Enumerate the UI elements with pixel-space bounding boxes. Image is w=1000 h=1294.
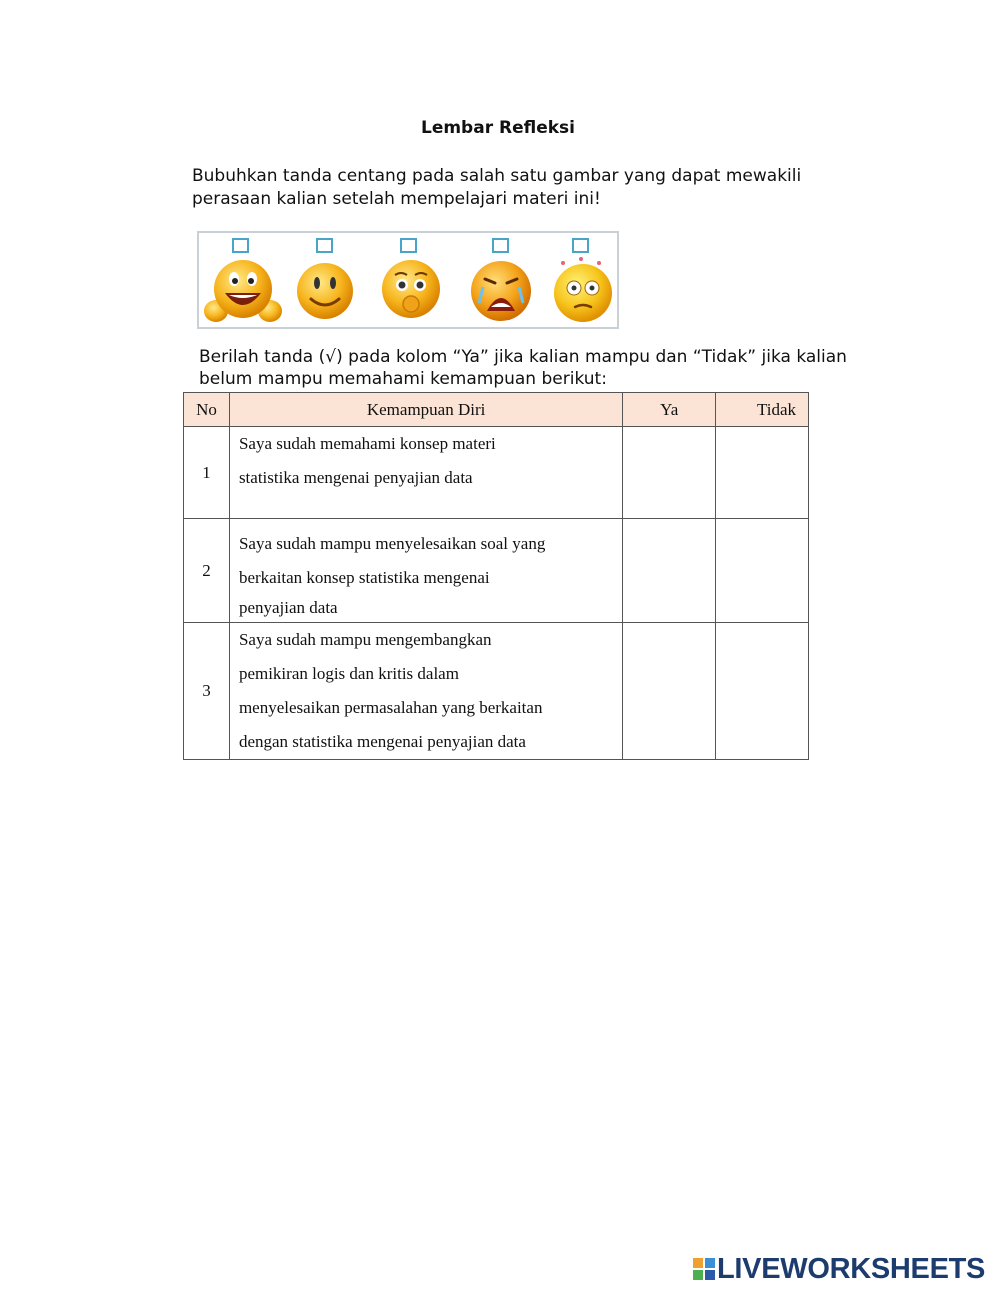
emoji-option-5 (539, 233, 623, 329)
page-title: Lembar Refleksi (420, 118, 576, 138)
tidak-cell[interactable] (716, 519, 809, 623)
row-number: 1 (184, 427, 230, 519)
header-tidak: Tidak (716, 393, 809, 427)
tidak-cell[interactable] (716, 427, 809, 519)
ya-cell[interactable] (623, 427, 716, 519)
smiling-face-icon (285, 255, 369, 327)
ya-cell[interactable] (623, 623, 716, 760)
logo-text: LIVEWORKSHEETS (717, 1252, 986, 1285)
statement-line: pemikiran logis dan kritis dalam (238, 664, 459, 683)
table-row (184, 427, 809, 519)
liveworksheets-logo-icon (693, 1258, 715, 1280)
dizzy-confused-face-icon (541, 255, 625, 327)
emoji-option-1 (199, 233, 283, 329)
instruction-table: Berilah tanda (√) pada kolom “Ya” jika kalian mampu dan “Tidak” jika kalian belum mampu memahami kemampuan berikut: (199, 347, 847, 389)
emoji-checkbox-3[interactable] (400, 238, 417, 253)
row-statement (229, 519, 622, 623)
statement-line: Saya sudah memahami konsep materi (238, 434, 496, 453)
emoji-option-3 (367, 233, 451, 329)
liveworksheets-logo[interactable] (693, 1252, 985, 1286)
emoji-option-2 (283, 233, 367, 329)
row-statement (229, 427, 622, 519)
header-ya: Ya (623, 393, 716, 427)
emoji-checkbox-2[interactable] (316, 238, 333, 253)
row-statement (229, 623, 622, 760)
table-row (184, 623, 809, 760)
self-assessment-table (183, 392, 809, 760)
emoji-strip (197, 231, 619, 329)
instruction-emoji: Bubuhkan tanda centang pada salah satu gambar yang dapat mewakili perasaan kalian setelah mempelajari materi ini! (192, 166, 802, 209)
tidak-cell[interactable] (716, 623, 809, 760)
emoji-checkbox-1[interactable] (232, 238, 249, 253)
ya-cell[interactable] (623, 519, 716, 623)
emoji-checkbox-5[interactable] (572, 238, 589, 253)
header-kemampuan: Kemampuan Diri (229, 393, 622, 427)
row-number: 3 (184, 623, 230, 760)
statement-line: Saya sudah mampu mengembangkan (238, 630, 492, 649)
statement-line: menyelesaikan permasalahan yang berkaitan (238, 698, 543, 717)
pleading-face-icon (369, 255, 453, 327)
crying-face-icon (461, 255, 545, 327)
table-header-row (184, 393, 809, 427)
statement-line: penyajian data (238, 598, 338, 617)
emoji-checkbox-4[interactable] (492, 238, 509, 253)
statement-line: statistika mengenai penyajian data (238, 468, 473, 487)
statement-line: dengan statistika mengenai penyajian data (238, 732, 526, 751)
table-row (184, 519, 809, 623)
header-no: No (184, 393, 230, 427)
row-number: 2 (184, 519, 230, 623)
statement-line: Saya sudah mampu menyelesaikan soal yang (238, 534, 546, 553)
emoji-option-4 (459, 233, 543, 329)
thumbs-up-laughing-face-icon (201, 255, 285, 327)
statement-line: berkaitan konsep statistika mengenai (238, 568, 490, 587)
